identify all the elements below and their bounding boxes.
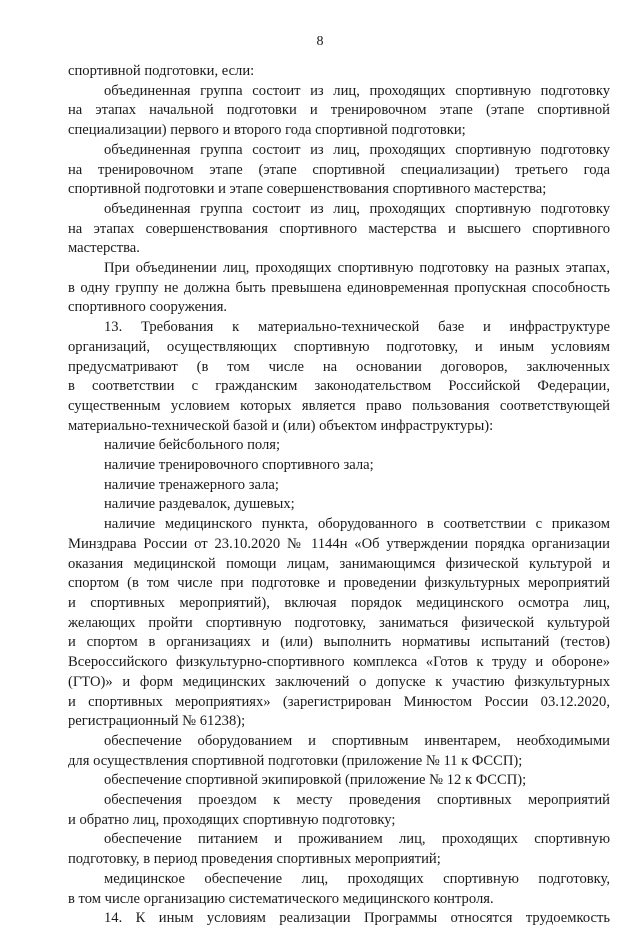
text-line: обеспечение спортивной экипировкой (приложение № 12 к ФССП); — [104, 772, 527, 789]
text-line: медицинское обеспечение лиц, проходящих спортивную подготовку, — [104, 870, 610, 887]
text-line: обеспечение питанием и проживанием лиц, проходящих спортивную — [104, 831, 610, 848]
text-line: желающих пройти спортивную подготовку, заниматься физической культурой — [68, 614, 610, 631]
text-line: в том числе организацию систематического медицинского контроля. — [68, 890, 494, 907]
text-line: объединенная группа состоит из лиц, проходящих спортивную подготовку — [104, 141, 610, 158]
text-line: в соответствии с гражданским законодательством Российской Федерации, — [68, 378, 610, 395]
text-line: наличие раздевалок, душевых; — [104, 496, 295, 513]
text-line: (ГТО)» и форм медицинских заключений о допуске к участию физкультурных — [68, 673, 610, 690]
text-line: на этапах совершенствования спортивного мастерства и высшего спортивного — [68, 220, 610, 237]
text-line: 13. Требования к материально-технической базе и инфраструктуре — [104, 319, 610, 336]
text-line: спортивной подготовки, если: — [68, 63, 255, 79]
text-line: материально-технической базой и (или) объектом инфраструктуры): — [68, 417, 494, 434]
text-line: обеспечения проездом к месту проведения спортивных мероприятий — [104, 792, 610, 809]
text-line: и спортивных мероприятиях» (зарегистрирован Минюстом России 03.12.2020, — [68, 693, 610, 710]
text-line: Всероссийского физкультурно-спортивного комплекса «Готов к труду и обороне» — [68, 654, 610, 671]
text-line: наличие медицинского пункта, оборудованного в соответствии с приказом — [104, 516, 610, 533]
text-line: объединенная группа состоит из лиц, проходящих спортивную подготовку — [104, 200, 610, 217]
text-line: При объединении лиц, проходящих спортивную подготовку на разных этапах, — [104, 260, 610, 277]
text-line: оказания медицинской помощи лицам, занимающимся физической культурой и — [68, 555, 610, 572]
text-line: наличие бейсбольного поля; — [104, 437, 281, 454]
text-line: спортивной подготовки и этапе совершенствования спортивного мастерства; — [68, 181, 547, 198]
text-line: предусматривают (в том числе на основании договоров, заключенных — [68, 358, 610, 375]
text-line: спортивного сооружения. — [68, 299, 228, 316]
text-line: и обратно лиц, проходящих спортивную подготовку; — [68, 811, 396, 828]
text-line: подготовку, в период проведения спортивных мероприятий; — [68, 851, 441, 868]
text-line: объединенная группа состоит из лиц, проходящих спортивную подготовку — [104, 82, 610, 99]
text-line: на тренировочном этапе (этапе спортивной специализации) третьего года — [68, 161, 610, 178]
text-line: в одну группу не должна быть превышена единовременная пропускная способность — [68, 279, 610, 296]
text-line: наличие тренировочного спортивного зала; — [104, 457, 374, 474]
page-number: 8 — [316, 34, 324, 49]
document-body — [68, 62, 610, 929]
text-line: существенным условием которых является право пользования соответствующей — [68, 397, 610, 414]
text-line: наличие тренажерного зала; — [104, 476, 279, 493]
text-line: специализации) первого и второго года спортивной подготовки; — [68, 122, 466, 139]
text-line: и спортом в организациях и (или) выполнить нормативы испытаний (тестов) — [68, 634, 610, 651]
text-line: мастерства. — [68, 240, 140, 257]
text-line: Минздрава России от 23.10.2020 № 1144н «Об утверждении порядка организации — [68, 535, 610, 552]
text-line: спортом (в том числе при подготовке и проведении физкультурных мероприятий — [68, 575, 610, 592]
text-line: для осуществления спортивной подготовки (приложение № 11 к ФССП); — [68, 752, 523, 769]
text-line: организаций, осуществляющих спортивную подготовку, и иным условиям — [68, 338, 610, 355]
text-line: и спортивных мероприятий), включая порядок медицинского осмотра лиц, — [68, 594, 610, 611]
text-line: на этапах начальной подготовки и тренировочном этапе (этапе спортивной — [68, 102, 610, 119]
text-line: регистрационный № 61238); — [68, 713, 246, 730]
text-line: обеспечение оборудованием и спортивным инвентарем, необходимыми — [104, 732, 610, 749]
text-line: 14. К иным условиям реализации Программы относятся трудоемкость — [104, 910, 610, 927]
